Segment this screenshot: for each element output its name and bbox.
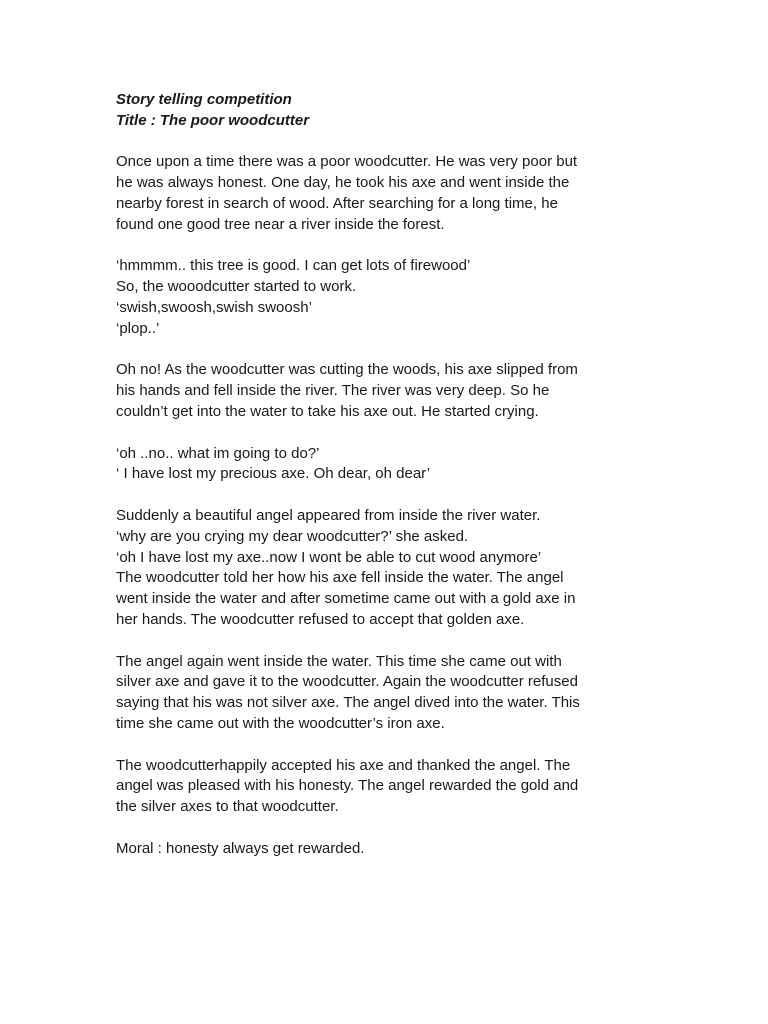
paragraph-crying bbox=[116, 444, 646, 486]
paragraph-intro bbox=[116, 152, 646, 235]
paragraph-gap bbox=[116, 485, 646, 506]
paragraph-gap bbox=[116, 236, 646, 257]
paragraph-work bbox=[116, 256, 646, 339]
text-line: ‘ I have lost my precious axe. Oh dear, oh dear’ bbox=[116, 465, 431, 483]
text-line: nearby forest in search of wood. After searching for a long time, he bbox=[116, 194, 558, 212]
text-line: ‘plop..’ bbox=[116, 319, 160, 337]
text-line: his hands and fell inside the river. The river was very deep. So he bbox=[116, 382, 550, 400]
text-line: couldn’t get into the water to take his axe out. He started crying. bbox=[116, 402, 539, 420]
text-line: So, the wooodcutter started to work. bbox=[116, 278, 357, 296]
text-line: the silver axes to that woodcutter. bbox=[116, 798, 339, 816]
paragraph-angel bbox=[116, 506, 646, 631]
text-line: silver axe and gave it to the woodcutter. Again the woodcutter refused bbox=[116, 673, 578, 691]
text-line: saying that his was not silver axe. The angel dived into the water. This bbox=[116, 694, 580, 712]
text-line: Suddenly a beautiful angel appeared from inside the river water. bbox=[116, 506, 541, 524]
text-line: ‘oh I have lost my axe..now I wont be able to cut wood anymore’ bbox=[116, 548, 542, 566]
paragraph-gap bbox=[116, 735, 646, 756]
text-line: he was always honest. One day, he took his axe and went inside the bbox=[116, 174, 570, 192]
text-line: Once upon a time there was a poor woodcutter. He was very poor but bbox=[116, 153, 578, 171]
text-line: ‘oh ..no.. what im going to do?’ bbox=[116, 444, 320, 462]
paragraph-reward bbox=[116, 756, 646, 818]
story-title: Title : The poor woodcutter bbox=[116, 111, 310, 129]
paragraph-axe-lost bbox=[116, 360, 646, 422]
text-line: The woodcutterhappily accepted his axe and thanked the angel. The bbox=[116, 756, 571, 774]
moral-line: Moral : honesty always get rewarded. bbox=[116, 839, 365, 857]
text-line: ‘hmmmm.. this tree is good. I can get lots of firewood’ bbox=[116, 257, 471, 275]
paragraph-moral bbox=[116, 839, 646, 860]
text-line: found one good tree near a river inside the forest. bbox=[116, 215, 445, 233]
paragraph-gap bbox=[116, 818, 646, 839]
competition-heading: Story telling competition bbox=[116, 91, 292, 108]
text-line: The angel again went inside the water. This time she came out with bbox=[116, 652, 562, 670]
paragraph-gap bbox=[116, 631, 646, 652]
document-page bbox=[116, 90, 646, 859]
paragraph-silver-axe bbox=[116, 652, 646, 735]
text-line: Oh no! As the woodcutter was cutting the woods, his axe slipped from bbox=[116, 361, 578, 379]
text-line: The woodcutter told her how his axe fell inside the water. The angel bbox=[116, 569, 564, 587]
text-line: ‘why are you crying my dear woodcutter?’ she asked. bbox=[116, 527, 469, 545]
text-line: her hands. The woodcutter refused to accept that golden axe. bbox=[116, 610, 525, 628]
text-line: ‘swish,swoosh,swish swoosh’ bbox=[116, 298, 312, 316]
text-line: angel was pleased with his honesty. The angel rewarded the gold and bbox=[116, 777, 579, 795]
paragraph-gap bbox=[116, 423, 646, 444]
text-line: time she came out with the woodcutter’s iron axe. bbox=[116, 714, 445, 732]
text-line: went inside the water and after sometime came out with a gold axe in bbox=[116, 590, 576, 608]
paragraph-gap bbox=[116, 132, 646, 153]
paragraph-gap bbox=[116, 340, 646, 361]
